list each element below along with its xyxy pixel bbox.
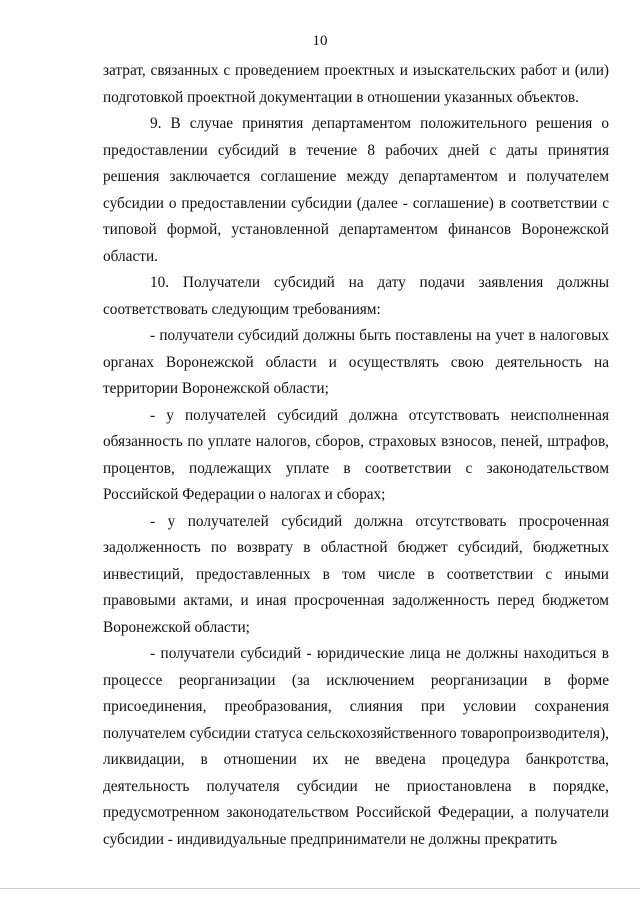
paragraph-item-9: 9. В случае принятия департаментом положительного решения о предоставлении субсидий в течение 8 рабочих дней с даты принятия решения заключается соглашение между департаментом и получателем субсидии о предоставлении субсидии (далее - соглашение) в соответствии с типовой формой, установленной департаментом финансов Воронежской области.: [103, 115, 609, 265]
bottom-divider: [0, 888, 640, 889]
paragraph-continuation: затрат, связанных с проведением проектных и изыскательских работ и (или) подготовкой проектной документации в отношении указанных объектов.: [103, 62, 609, 106]
requirement-tax-registration: - получатели субсидий должны быть поставлены на учет в налоговых органах Воронежской области и осуществлять свою деятельность на территории Воронежской области;: [103, 327, 609, 397]
document-body: [103, 58, 609, 853]
requirement-no-reorganization: - получатели субсидий - юридические лица не должны находиться в процессе реорганизации (за исключением реорганизации в форме присоединения, преобразования, слияния при условии сохранения получателем субсидии статуса сельскохозяйственного товаропроизводителя), ликвидации, в отношении их не введена процедура банкротства, деятельность получателя субсидии не приостановлена в порядке, предусмотренном законодательством Российской Федерации, а получатели субсидии - индивидуальные предприниматели не должны прекратить: [103, 645, 609, 848]
page-number: 10: [312, 33, 328, 49]
requirement-no-tax-arrears: - у получателей субсидий должна отсутствовать неисполненная обязанность по уплате налогов, сборов, страховых взносов, пеней, штрафов, процентов, подлежащих уплате в соответствии с законодательством Российской Федерации о налогах и сборах;: [103, 406, 609, 503]
requirement-no-budget-debt: - у получателей субсидий должна отсутствовать просроченная задолженность по возврату в областной бюджет субсидий, бюджетных инвестиций, предоставленных в том числе в соответствии с иными правовыми актами, и иная просроченная задолженность перед бюджетом Воронежской области;: [103, 512, 609, 636]
paragraph-item-10: 10. Получатели субсидий на дату подачи заявления должны соответствовать следующим требованиям:: [103, 274, 609, 318]
